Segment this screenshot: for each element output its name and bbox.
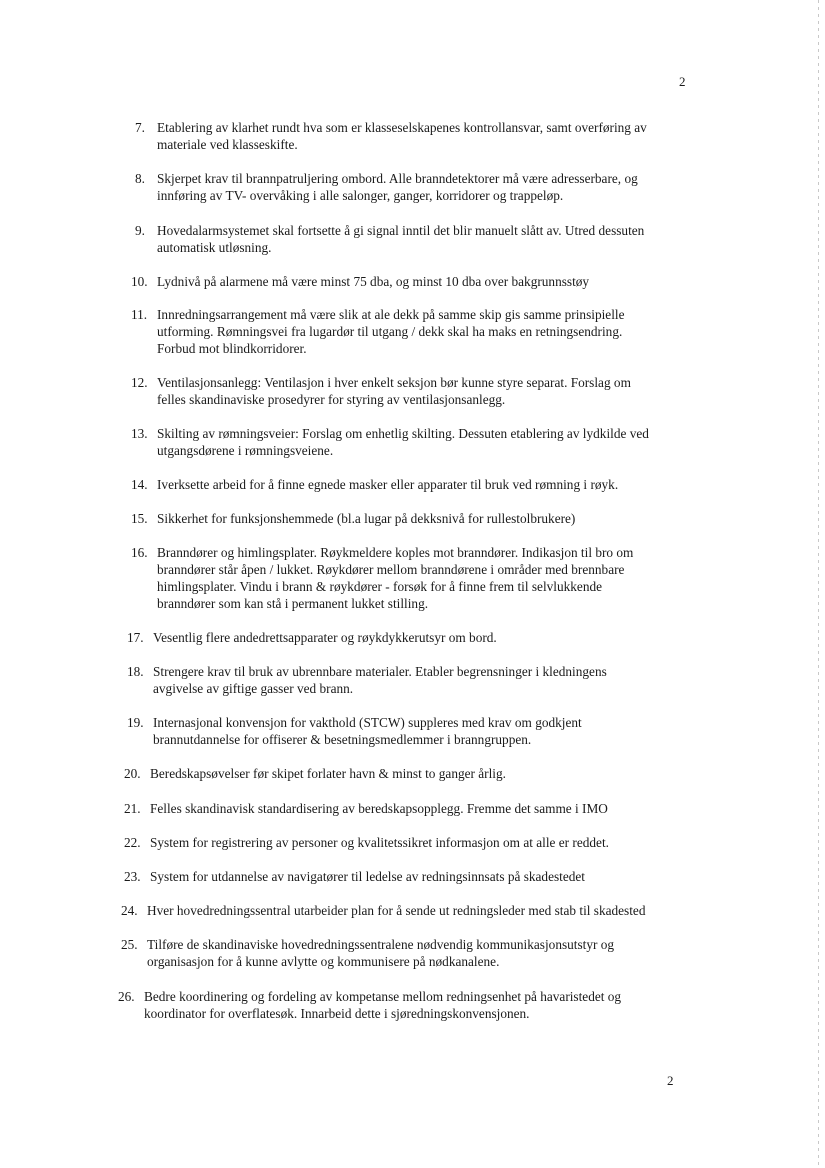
list-item-line: Sikkerhet for funksjonshemmede (bl.a lugar på dekksnivå for rullestolbrukere) [157,511,576,526]
list-item-number: 16. [131,545,148,560]
list-item-number: 26. [118,989,135,1004]
list-item-number: 18. [127,664,144,679]
list-item-line: Skilting av rømningsveier: Forslag om enhetlig skilting. Dessuten etablering av lydkilde ved [157,426,649,441]
list-item-line: Tilføre de skandinaviske hovedredningssentralene nødvendig kommunikasjonsutstyr og [147,937,615,952]
list-item-line: brannutdannelse for offiserer & besetningsmedlemmer i branngruppen. [153,732,532,747]
list-item-line: koordinator for overflatesøk. Innarbeid dette i sjøredningskonvensjonen. [144,1006,530,1021]
list-item-number: 9. [135,223,145,238]
list-item-number: 17. [127,630,144,645]
list-item-text [147,936,681,970]
list-item [127,714,687,748]
list-item-line: branndører som kan stå i permanent lukket stilling. [157,596,429,611]
list-item [135,119,695,153]
list-item-line: Bedre koordinering og fordeling av kompetanse mellom redningsenhet på havaristedet og [144,989,622,1004]
list-item [124,765,684,782]
list-item-line: Strengere krav til bruk av ubrennbare materialer. Etabler begrensninger i kledningens [153,664,607,679]
list-item-line: avgivelse av giftige gasser ved brann. [153,681,354,696]
list-item-line: organisasjon for å kunne avlytte og kommunisere på nødkanalene. [147,954,500,969]
list-item [127,629,687,646]
list-item-text [157,273,691,290]
list-item-text [157,544,691,612]
list-item [131,544,691,612]
list-item-number: 8. [135,171,145,186]
list-item-number: 22. [124,835,141,850]
list-item-number: 14. [131,477,148,492]
list-item-line: Iverksette arbeid for å finne egnede masker eller apparater til bruk ved rømning i røyk. [157,477,619,492]
list-item-line: Innredningsarrangement må være slik at ale dekk på samme skip gis samme prinsipielle [157,307,625,322]
list-item-line: utgangsdørene i rømningsveiene. [157,443,334,458]
list-item-text [157,170,695,204]
list-item-number: 21. [124,801,141,816]
list-item-line: automatisk utløsning. [157,240,272,255]
list-item-line: materiale ved klasseskifte. [157,137,298,152]
list-item [124,868,684,885]
list-item-text [153,714,687,748]
list-item-number: 13. [131,426,148,441]
list-item-line: Internasjonal konvensjon for vakthold (STCW) suppleres med krav om godkjent [153,715,582,730]
list-item-number: 7. [135,120,145,135]
list-item [131,374,691,408]
list-item [135,170,695,204]
list-item-text [157,222,695,256]
list-item-line: Forbud mot blindkorridorer. [157,341,307,356]
list-item-line: Branndører og himlingsplater. Røykmeldere koples mot branndører. Indikasjon til bro om [157,545,634,560]
list-item-number: 20. [124,766,141,781]
list-item-number: 11. [131,307,148,322]
page-number-top: 2 [679,74,686,89]
list-item [121,902,681,919]
list-item-number: 12. [131,375,148,390]
list-item [131,273,691,290]
list-item-text [153,629,687,646]
list-item-number: 15. [131,511,148,526]
list-item-text [157,306,691,357]
list-item-text [150,834,684,851]
list-item-number: 10. [131,274,148,289]
page-number-bottom: 2 [667,1073,674,1088]
list-item-text [150,765,684,782]
list-item-text [153,663,687,697]
list-item [135,222,695,256]
list-item [131,425,691,459]
list-item-text [157,374,691,408]
list-item-number: 25. [121,937,138,952]
list-item [118,988,678,1022]
list-item-line: Lydnivå på alarmene må være minst 75 dba, og minst 10 dba over bakgrunnsstøy [157,274,590,289]
list-item-text [147,902,681,919]
list-item-number: 24. [121,903,138,918]
list-item-line: Skjerpet krav til brannpatruljering ombord. Alle branndetektorer må være adresserbare, og [157,171,638,186]
list-item-line: branndører står åpen / lukket. Røykdører mellom branndørene i områder med brennbare [157,562,625,577]
list-item [131,476,691,493]
list-item-line: innføring av TV- overvåking i alle salonger, ganger, korridorer og trappeløp. [157,188,564,203]
list-item-line: Hver hovedredningssentral utarbeider plan for å sende ut redningsleder med stab til skadested [147,903,646,918]
list-item-line: Beredskapsøvelser før skipet forlater havn & minst to ganger årlig. [150,766,506,781]
list-item-text [150,800,684,817]
list-item [127,663,687,697]
list-item [131,306,691,357]
list-item-text [157,425,691,459]
list-item-number: 23. [124,869,141,884]
list-item-line: Felles skandinavisk standardisering av beredskapsopplegg. Fremme det samme i IMO [150,801,608,816]
list-item-text [144,988,678,1022]
list-item-line: Vesentlig flere andedrettsapparater og røykdykkerutsyr om bord. [153,630,497,645]
list-item [124,834,684,851]
list-item-line: Etablering av klarhet rundt hva som er klasseselskapenes kontrollansvar, samt overføring av [157,120,647,135]
list-item [124,800,684,817]
list-item-number: 19. [127,715,144,730]
list-item-line: himlingsplater. Vindu i brann & røykdører - forsøk for å finne frem til selvlukkende [157,579,603,594]
list-item-text [157,510,691,527]
list-item-text [157,119,695,153]
list-item [121,936,681,970]
list-item-line: Hovedalarmsystemet skal fortsette å gi signal inntil det blir manuelt slått av. Utred dessuten [157,223,645,238]
list-item [131,510,691,527]
list-item-line: felles skandinaviske prosedyrer for styring av ventilasjonsanlegg. [157,392,506,407]
list-item-line: System for utdannelse av navigatører til ledelse av redningsinnsats på skadestedet [150,869,585,884]
list-item-line: System for registrering av personer og kvalitetssikret informasjon om at alle er reddet. [150,835,609,850]
list-item-text [157,476,691,493]
list-item-line: Ventilasjonsanlegg: Ventilasjon i hver enkelt seksjon bør kunne styre separat. Forslag om [157,375,631,390]
list-item-text [150,868,684,885]
list-item-line: utforming. Rømningsvei fra lugardør til utgang / dekk skal ha maks en retningsendring. [157,324,623,339]
